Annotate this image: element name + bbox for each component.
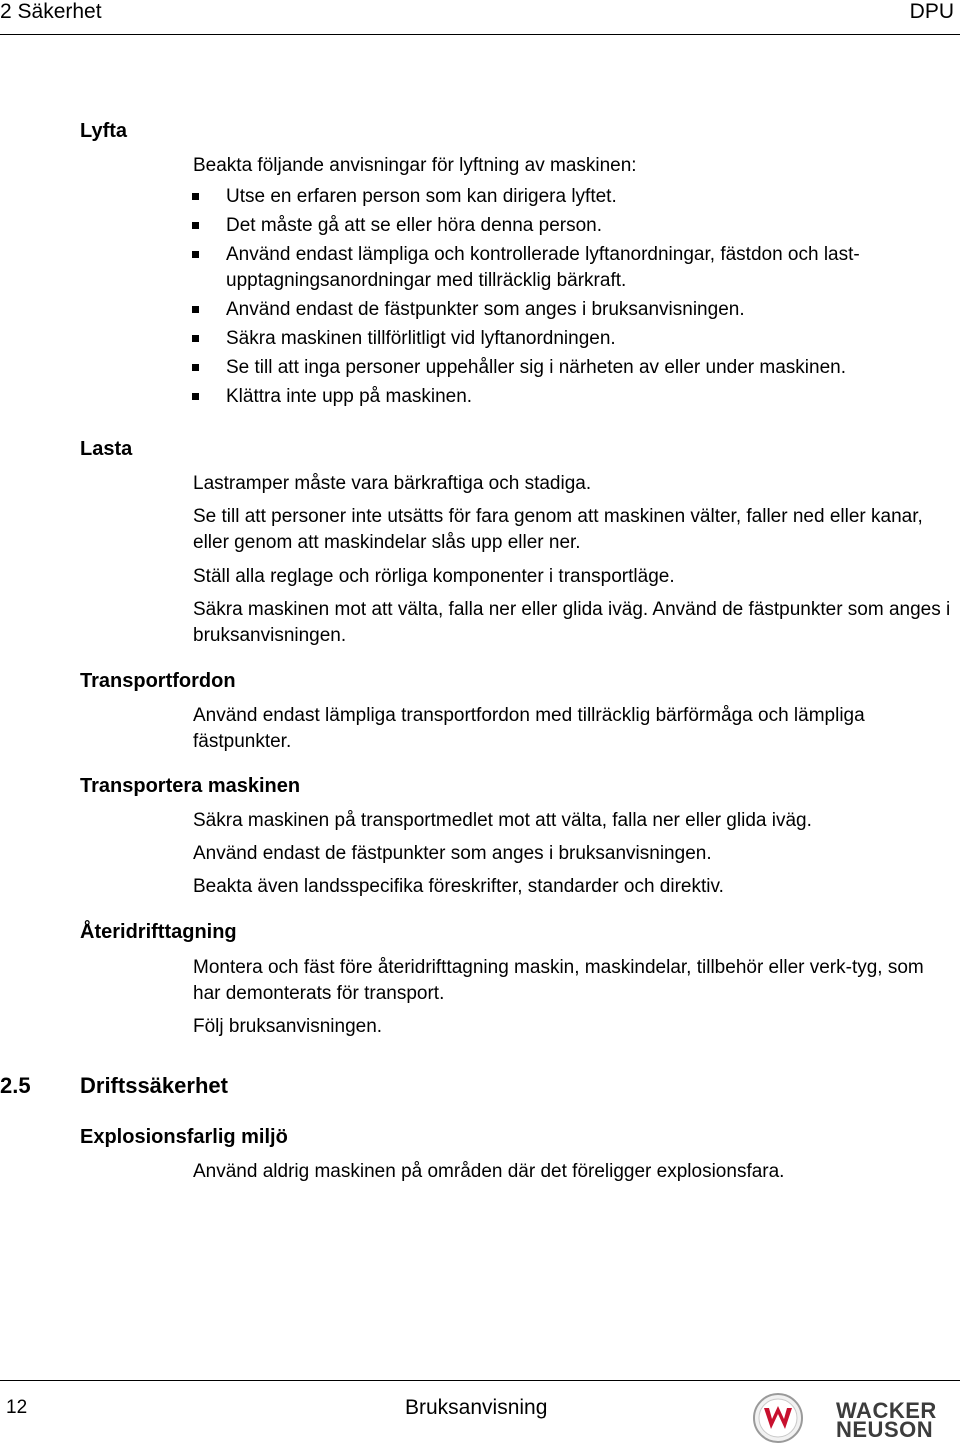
ateridrift-paragraph: Följ bruksanvisningen. [193, 1016, 383, 1037]
bullet-icon [192, 306, 199, 313]
explosion-paragraph: Använd aldrig maskinen på områden där det föreligger explosionsfara. [193, 1161, 785, 1182]
section-title-ateridrift: Återidrifttagning [80, 921, 237, 943]
lasta-paragraph: Lastramper måste vara bärkraftiga och stadiga. [193, 473, 592, 494]
section-title-lyfta: Lyfta [80, 120, 128, 142]
list-item: Använd endast de fästpunkter som anges i bruksanvisningen. [190, 297, 960, 323]
section-title-transportfordon: Transportfordon [80, 670, 236, 692]
chapter-title: 2 Säkerhet [0, 0, 102, 23]
bullet-icon [192, 251, 199, 258]
lyfta-intro: Beakta följande anvisningar för lyftning av maskinen: [193, 155, 637, 176]
bullet-icon [192, 335, 199, 342]
footer-divider [0, 1380, 960, 1381]
ateridrift-paragraph: Montera och fäst före återidrifttagning maskin, maskindelar, tillbehör eller verk-tyg, som har demonterats för transport. [193, 957, 924, 1004]
product-name: DPU [909, 0, 954, 23]
bullet-icon [192, 393, 199, 400]
brand-wordmark [836, 1398, 960, 1442]
brand-line-1: WACKER [836, 1398, 937, 1423]
brand-line-2: NEUSON [836, 1417, 934, 1442]
transportera-paragraph: Använd endast de fästpunkter som anges i bruksanvisningen. [193, 843, 712, 864]
lasta-paragraph: Ställ alla reglage och rörliga komponenter i transportläge. [193, 566, 675, 587]
lasta-paragraph: Se till att personer inte utsätts för fara genom att maskinen välter, faller ned eller kanar, eller genom att maskindelar slås upp eller ner. [193, 506, 923, 553]
section-heading-label: Driftssäkerhet [80, 1073, 228, 1098]
section-title-explosion: Explosionsfarlig miljö [80, 1126, 288, 1148]
list-item: Se till att inga personer uppehåller sig i närheten av eller under maskinen. [190, 355, 960, 381]
section-title-lasta: Lasta [80, 438, 133, 460]
list-item: Använd endast lämpliga och kontrollerade lyftanordningar, fästdon och last-upptagningsanordningar med tillräcklig bärkraft. [190, 242, 960, 294]
transportfordon-paragraph: Använd endast lämpliga transportfordon med tillräcklig bärförmåga och lämpliga fästpunkter. [193, 705, 865, 752]
section-heading-driftssakerhet [0, 1073, 228, 1099]
list-item: Klättra inte upp på maskinen. [190, 384, 960, 410]
page-number: 12 [6, 1397, 28, 1418]
list-item: Säkra maskinen tillförlitligt vid lyftanordningen. [190, 326, 960, 352]
lyfta-bullet-list [190, 184, 960, 413]
document-title: Bruksanvisning [405, 1396, 548, 1419]
lasta-paragraph: Säkra maskinen mot att välta, falla ner eller glida iväg. Använd de fästpunkter som anges i bruksanvisningen. [193, 599, 951, 646]
section-number: 2.5 [0, 1073, 31, 1098]
transportera-paragraph: Beakta även landsspecifika föreskrifter, standarder och direktiv. [193, 876, 724, 897]
section-title-transportera: Transportera maskinen [80, 775, 301, 797]
bullet-icon [192, 193, 199, 200]
wacker-neuson-logo-icon [752, 1392, 804, 1444]
bullet-icon [192, 222, 199, 229]
list-item: Utse en erfaren person som kan dirigera lyftet. [190, 184, 960, 210]
transportera-paragraph: Säkra maskinen på transportmedlet mot att välta, falla ner eller glida iväg. [193, 810, 812, 831]
list-item: Det måste gå att se eller höra denna person. [190, 213, 960, 239]
header-divider [0, 34, 960, 35]
bullet-icon [192, 364, 199, 371]
